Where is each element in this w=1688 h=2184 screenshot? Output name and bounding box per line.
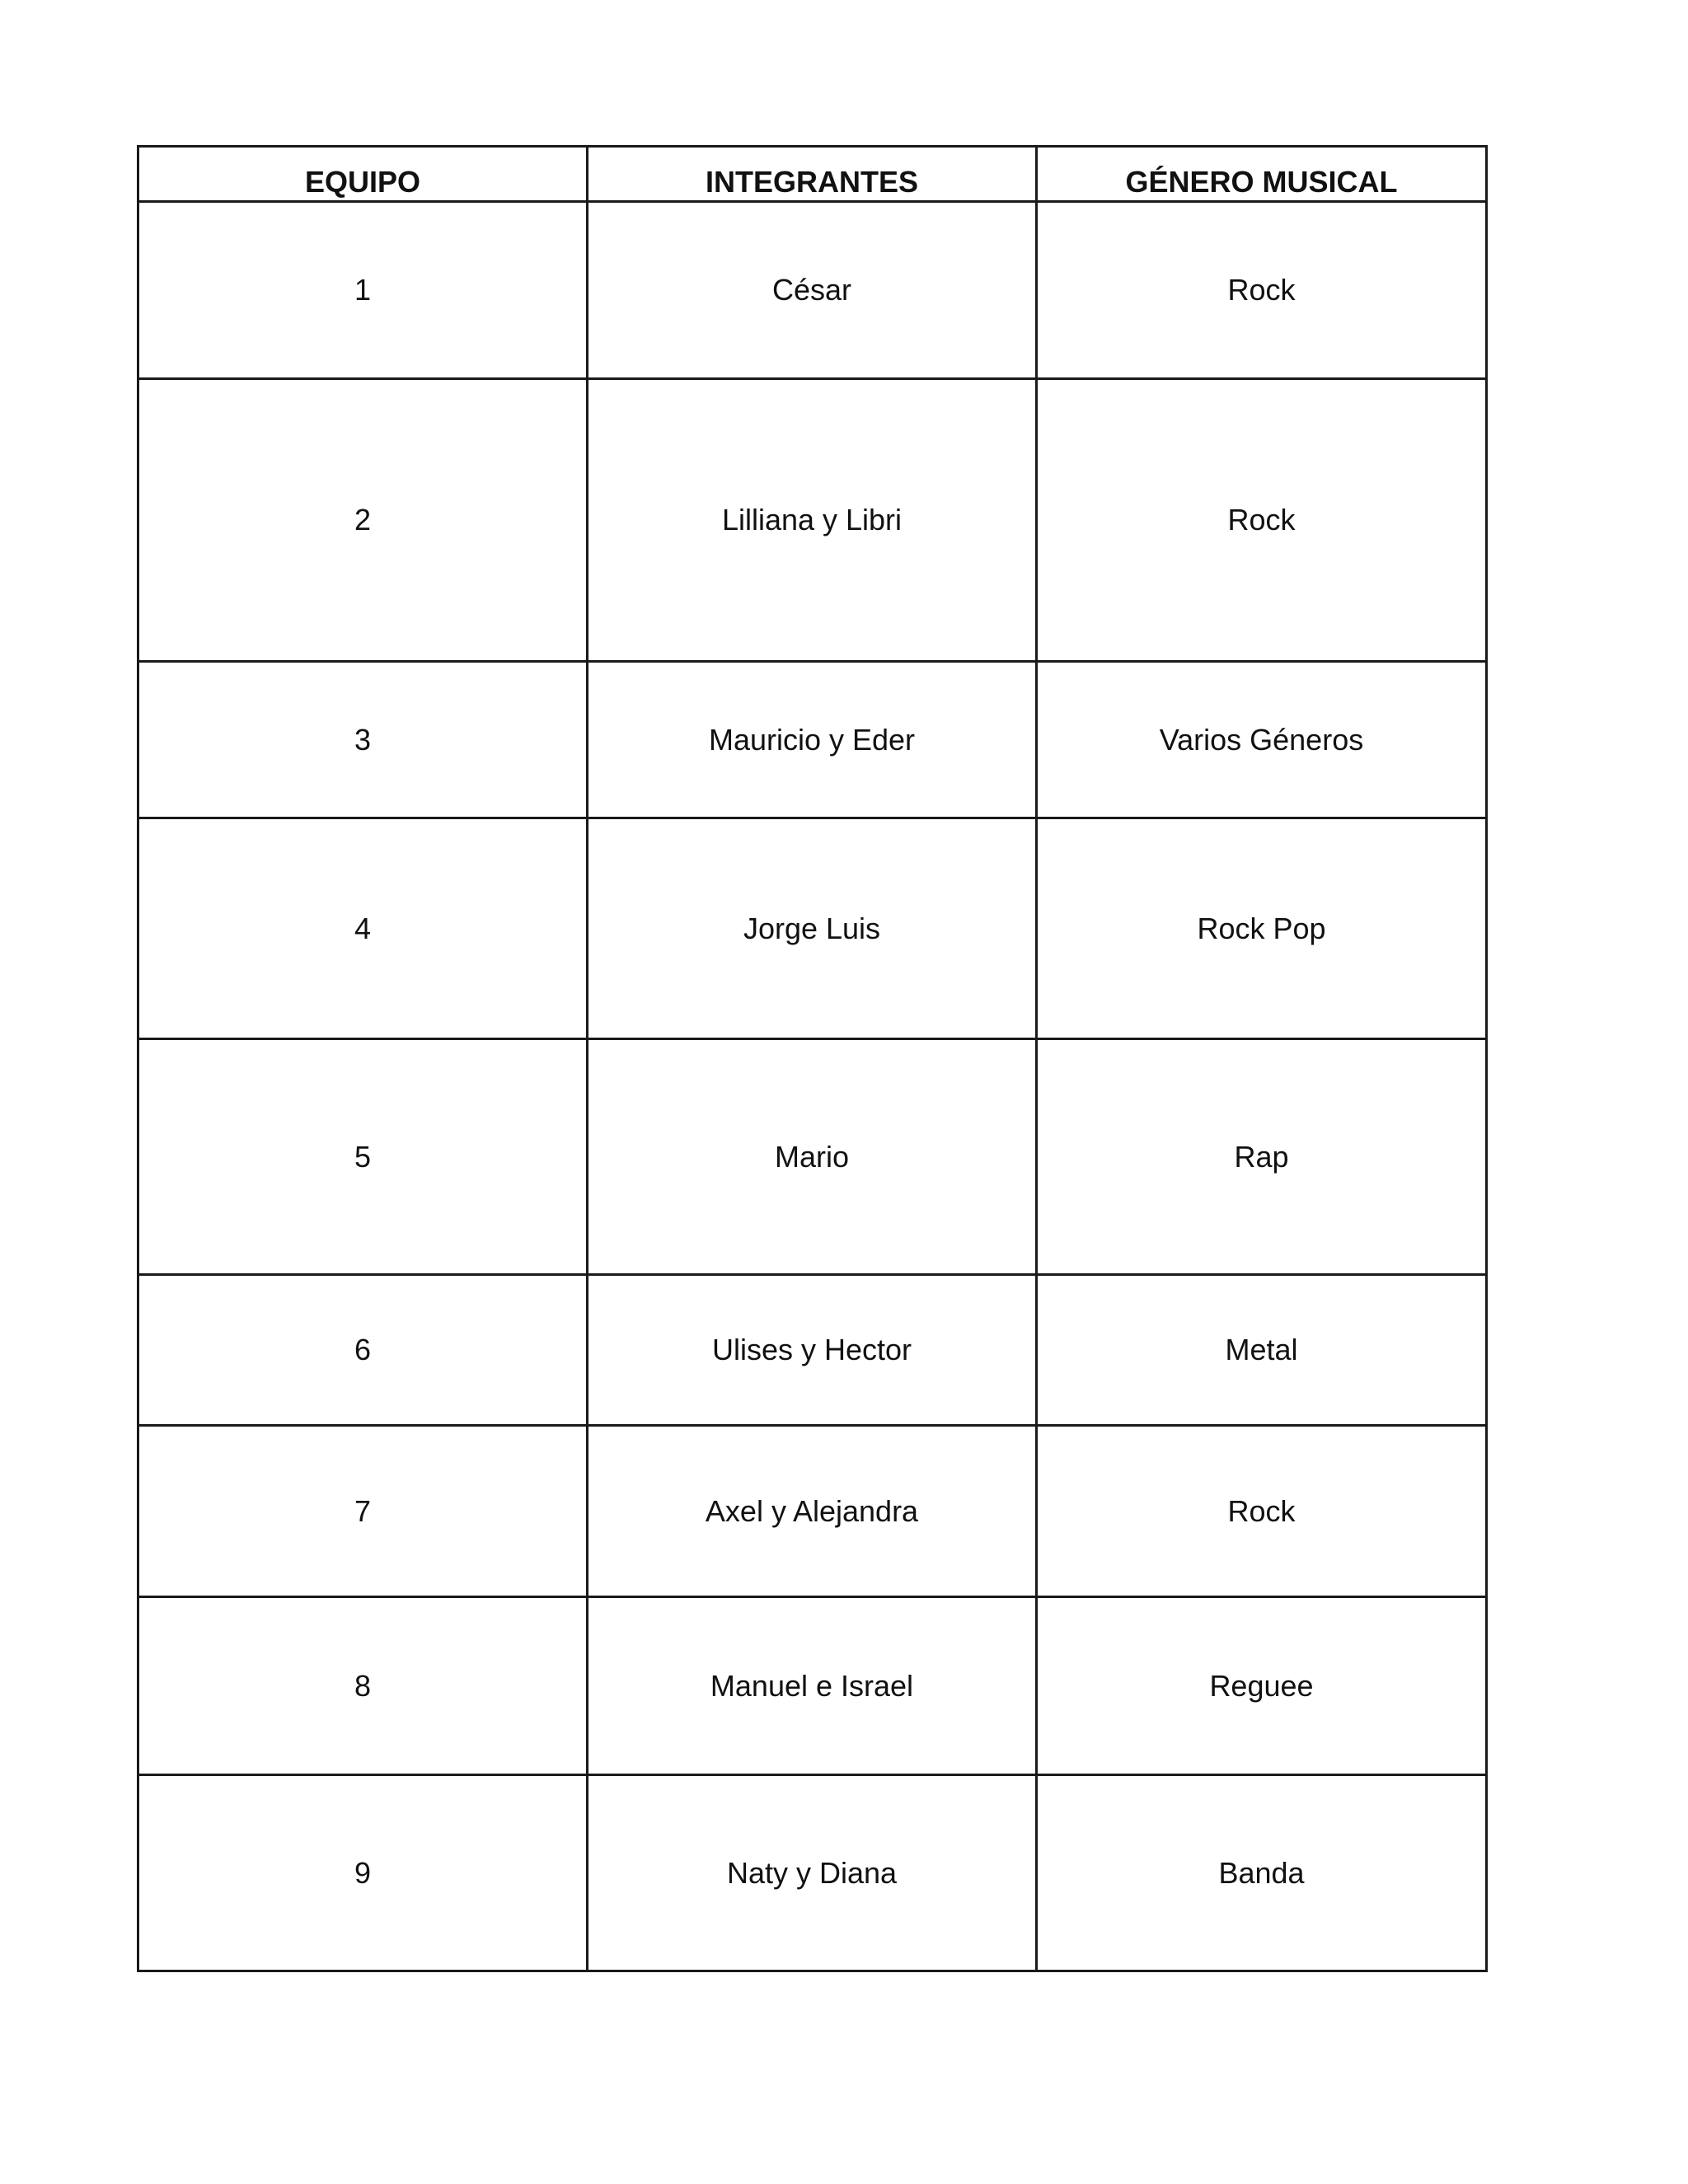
cell-integrantes: Axel y Alejandra xyxy=(588,1426,1037,1597)
cell-equipo: 8 xyxy=(138,1597,588,1775)
header-equipo: EQUIPO xyxy=(138,147,588,202)
cell-genero: Rock xyxy=(1037,1426,1487,1597)
table-row xyxy=(138,1426,1487,1597)
cell-genero: Banda xyxy=(1037,1775,1487,1971)
cell-integrantes: César xyxy=(588,202,1037,379)
cell-equipo: 2 xyxy=(138,379,588,662)
cell-genero: Rock xyxy=(1037,202,1487,379)
cell-integrantes: Manuel e Israel xyxy=(588,1597,1037,1775)
cell-genero: Metal xyxy=(1037,1275,1487,1426)
cell-genero: Reguee xyxy=(1037,1597,1487,1775)
table-row xyxy=(138,202,1487,379)
cell-integrantes: Mauricio y Eder xyxy=(588,662,1037,818)
cell-equipo: 6 xyxy=(138,1275,588,1426)
table-row xyxy=(138,818,1487,1039)
table-row xyxy=(138,662,1487,818)
table-row xyxy=(138,379,1487,662)
cell-integrantes: Jorge Luis xyxy=(588,818,1037,1039)
teams-table xyxy=(137,145,1488,1972)
cell-equipo: 1 xyxy=(138,202,588,379)
cell-genero: Rock xyxy=(1037,379,1487,662)
header-integrantes: INTEGRANTES xyxy=(588,147,1037,202)
cell-integrantes: Naty y Diana xyxy=(588,1775,1037,1971)
table-row xyxy=(138,1597,1487,1775)
table-row xyxy=(138,1275,1487,1426)
cell-equipo: 3 xyxy=(138,662,588,818)
header-row xyxy=(138,147,1487,202)
cell-equipo: 9 xyxy=(138,1775,588,1971)
cell-integrantes: Ulises y Hector xyxy=(588,1275,1037,1426)
table-row xyxy=(138,1039,1487,1275)
cell-integrantes: Lilliana y Libri xyxy=(588,379,1037,662)
cell-equipo: 4 xyxy=(138,818,588,1039)
cell-integrantes: Mario xyxy=(588,1039,1037,1275)
cell-equipo: 5 xyxy=(138,1039,588,1275)
cell-genero: Rock Pop xyxy=(1037,818,1487,1039)
cell-equipo: 7 xyxy=(138,1426,588,1597)
header-genero-musical: GÉNERO MUSICAL xyxy=(1037,147,1487,202)
table-row xyxy=(138,1775,1487,1971)
cell-genero: Rap xyxy=(1037,1039,1487,1275)
cell-genero: Varios Géneros xyxy=(1037,662,1487,818)
